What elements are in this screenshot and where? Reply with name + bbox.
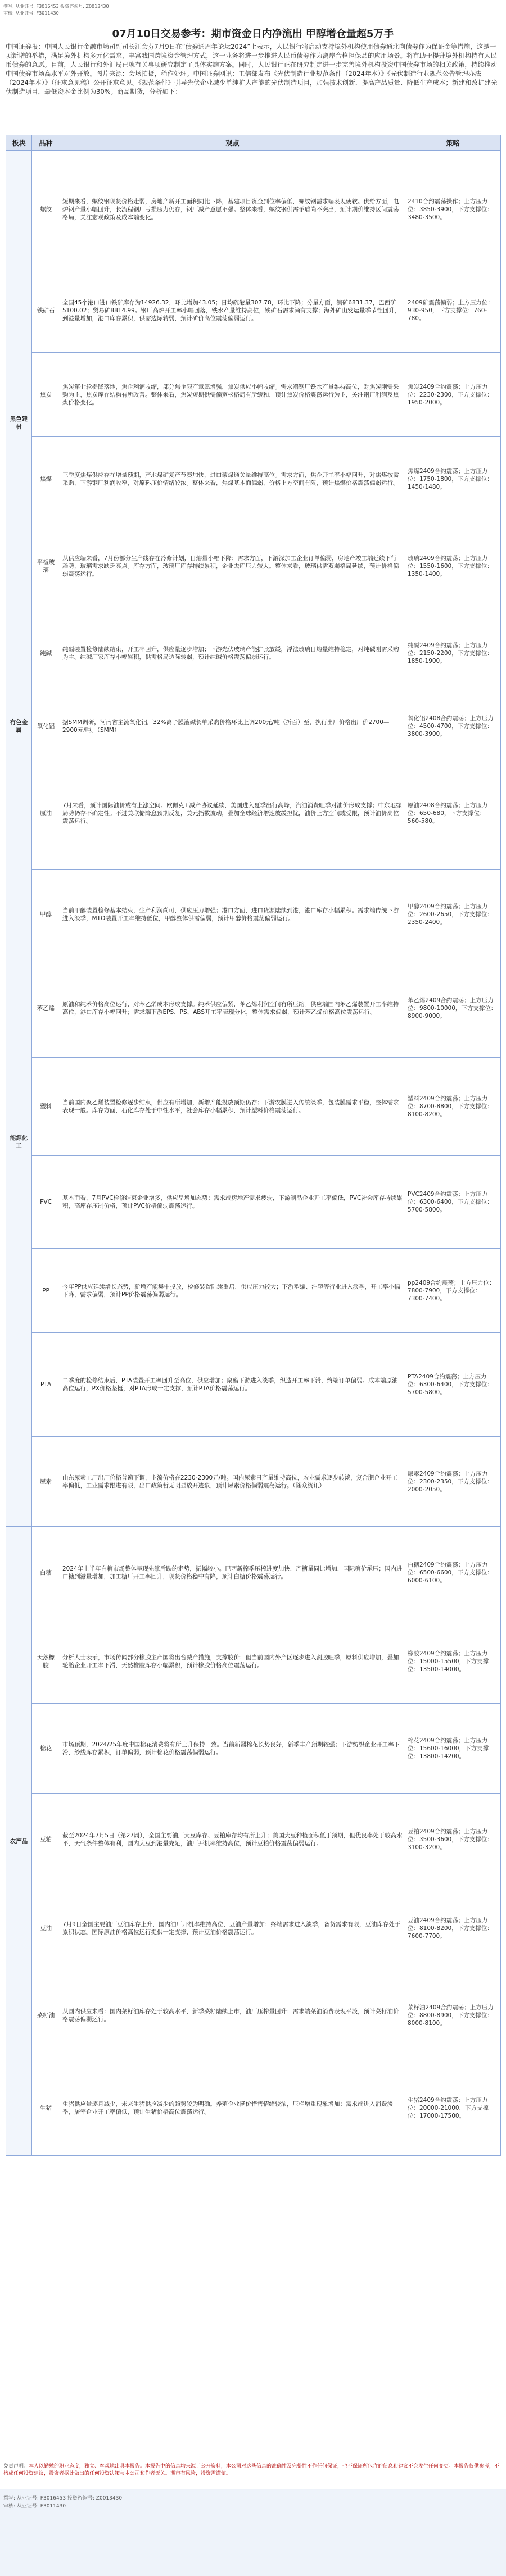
table-row	[6, 1249, 501, 1333]
strategy-cell: 原油2408合约震荡；上方压力位：650-680，下方支撑位：560-580。	[405, 757, 501, 870]
disclaimer	[3, 2463, 503, 2478]
view-cell: 据SMM调研，河南省主流氧化铝厂32%离子膜液碱长单采购价格环比上调200元/吨（折百）至，执行出厂价格出厂价2700—2900元/吨。（SMM）	[60, 695, 405, 757]
header-author: 撰写: 从业证号: F3016453 投资咨询号: Z0013430	[3, 4, 109, 9]
variety-cell: PP	[32, 1249, 60, 1333]
variety-cell: 生猪	[32, 2060, 60, 2156]
table-row	[6, 1704, 501, 1794]
variety-cell: 苯乙烯	[32, 959, 60, 1058]
variety-cell: 棉花	[32, 1704, 60, 1794]
strategy-cell: 生猪2409合约震荡；上方压力位：20000-21000，下方支撑位：17000-17500。	[405, 2060, 501, 2156]
col-variety: 品种	[32, 135, 60, 151]
strategy-cell: 甲醇2409合约震荡；上方压力位：2600-2650，下方支撑位：2350-2400。	[405, 870, 501, 959]
strategy-cell: 2409矿震荡偏弱；上方压力位：930-950，下方支撑位：760-780。	[405, 268, 501, 353]
header-reviewer: 审核: 从业证号: F3011430	[3, 11, 59, 16]
view-cell: 当前甲醇装置检修基本结束，生产利润尚可，供应压力增强；港口方面，进口货源陆续到港，港口库存小幅累积。需求端传统下游进入淡季，MTO装置开工率维持低位，甲醇整体供需偏弱，预计甲醇价格震荡偏弱运行。	[60, 870, 405, 959]
view-cell: 从供应端来看，7月份部分生产线存在冷修计划，日熔量小幅下降；需求方面，下游深加工企业订单偏弱，房地产竣工端延续下行趋势，玻璃需求缺乏亮点。库存方面，玻璃厂库存持续累积，企业去库压力较大。整体来看，玻璃供需双弱格局延续，预计价格偏弱震荡运行。	[60, 521, 405, 611]
table-row	[6, 437, 501, 521]
table-row	[6, 1794, 501, 1886]
table-row	[6, 151, 501, 268]
strategy-cell: PVC2409合约震荡；上方压力位：6300-6400，下方支撑位：5700-5800。	[405, 1156, 501, 1249]
view-cell: 从国内供应来看：国内菜籽油库存处于较高水平，新季菜籽陆续上市，油厂压榨量回升；需求端菜油消费表现平淡，预计菜籽油价格震荡偏弱运行。	[60, 1970, 405, 2060]
view-cell: 市场预期，2024/25年度中国棉花消费将有所上升保持一致。当前新疆棉花长势良好，新季丰产预期较强；下游纺织企业开工率下滑，纱线库存累积，订单偏弱，预计棉花价格震荡偏弱运行。	[60, 1704, 405, 1794]
variety-cell: 豆油	[32, 1886, 60, 1970]
variety-cell: 螺纹	[32, 151, 60, 268]
variety-cell: 白糖	[32, 1527, 60, 1619]
view-cell: 焦炭第七轮提降落地，焦企利润收缩，部分焦企限产意愿增强，焦炭供应小幅收缩。需求端钢厂铁水产量维持高位，对焦炭刚需采购为主，焦炭库存结构有所改善。整体来看，焦炭短期供需偏宽松格局有所缓和，预计焦炭价格震荡运行为主，关注钢厂利润及焦煤价格变化。	[60, 353, 405, 437]
sector-cell: 黑色建材	[6, 151, 32, 695]
variety-cell: 纯碱	[32, 611, 60, 695]
view-cell: 原油和纯苯价格高位运行，对苯乙烯成本形成支撑。纯苯供应偏紧，苯乙烯利润空间有所压缩。供应端国内苯乙烯装置开工率维持高位，港口库存小幅回升；需求端下游EPS、PS、ABS开工率表现分化，整体需求偏弱，预计苯乙烯价格高位震荡运行。	[60, 959, 405, 1058]
variety-cell: 菜籽油	[32, 1970, 60, 2060]
sector-cell: 农产品	[6, 1527, 32, 2156]
view-cell: 生猪供应量逐月减少，未来生猪供应减少的趋势较为明确。养殖企业挺价惜售情绪较浓，压栏增重现象增加；需求端进入消费淡季，屠宰企业开工率偏低，预计生猪价格高位震荡运行。	[60, 2060, 405, 2156]
page-title: 07月10日交易参考：期市资金日内净流出 甲醇增仓量超5万手	[112, 28, 394, 40]
variety-cell: 尿素	[32, 1437, 60, 1527]
reference-table	[6, 135, 501, 2156]
strategy-cell: 白糖2409合约震荡；上方压力位：6500-6600，下方支撑位：6000-6100。	[405, 1527, 501, 1619]
view-cell: 短期来看，螺纹钢现货价格走弱，房地产新开工面积同比下降，基建项目资金到位率偏低，螺纹钢需求端表现疲软。供给方面，电炉钢产量小幅回升，长流程钢厂亏损压力仍存，钢厂减产意愿不强。整体来看，螺纹钢供需矛盾尚不突出，预计期价维持区间震荡格局，关注宏观政策及成本端变化。	[60, 151, 405, 268]
view-cell: 截至2024年7月5日（第27周），全国主要油厂大豆库存、豆粕库存均有所上升；美国大豆种植面积低于预期，但优良率处于较高水平，天气条件整体有利，国内大豆到港量充足，油厂开机率维持高位，预计豆粕价格震荡偏弱运行。	[60, 1794, 405, 1886]
table-row	[6, 521, 501, 611]
table-row	[6, 1156, 501, 1249]
variety-cell: 焦炭	[32, 353, 60, 437]
view-cell: 当前国内聚乙烯装置检修逐步结束，供应有所增加，新增产能投放预期仍存；下游农膜进入传统淡季，包装膜需求平稳，整体需求表现一般。库存方面，石化库存处于中性水平，社会库存小幅累积，预计塑料价格震荡运行。	[60, 1058, 405, 1156]
view-cell: 三季度焦煤供应存在增量预期，产地煤矿复产节奏加快，进口蒙煤通关量维持高位。需求方面，焦企开工率小幅回升，对焦煤按需采购，下游钢厂利润收窄，对原料压价情绪较浓。整体来看，焦煤基本面偏弱，价格上方空间有限，预计焦煤价格震荡偏弱运行。	[60, 437, 405, 521]
table-row	[6, 268, 501, 353]
strategy-cell: PTA2409合约震荡；上方压力位：6300-6400，下方支撑位：5700-5800。	[405, 1333, 501, 1437]
table-row	[6, 1333, 501, 1437]
table-row	[6, 959, 501, 1058]
view-cell: 今年PP供应延续增长态势，新增产能集中投放，检修装置陆续重启，供应压力较大；下游塑编、注塑等行业进入淡季，开工率小幅下降，需求偏弱，预计PP价格震荡偏弱运行。	[60, 1249, 405, 1333]
col-view: 观点	[60, 135, 405, 151]
table-row	[6, 2060, 501, 2156]
sector-cell: 能源化工	[6, 757, 32, 1527]
strategy-cell: 焦炭2409合约震荡；上方压力位：2230-2300，下方支撑位：1950-2000。	[405, 353, 501, 437]
strategy-cell: 橡胶2409合约震荡；上方压力位：15000-15500，下方支撑位：13500-14000。	[405, 1619, 501, 1704]
table-row	[6, 1886, 501, 1970]
strategy-cell: 焦煤2409合约震荡；上方压力位：1750-1800，下方支撑位：1450-1480。	[405, 437, 501, 521]
footer-reviewer: 审核: 从业证号: F3011430	[3, 2504, 66, 2509]
view-cell: 7月9日全国主要油厂豆油库存上升，国内油厂开机率维持高位，豆油产量增加；终端需求进入淡季，备货需求有限，豆油库存处于累积状态。国际原油价格高位运行提供一定支撑，预计豆油价格震荡运行。	[60, 1886, 405, 1970]
col-strategy: 策略	[405, 135, 501, 151]
view-cell: 7月来看，预计国际油价或有上涨空间。欧佩克+减产协议延续，美国进入夏季出行高峰，汽油消费旺季对油价形成支撑；中东地缘局势仍存不确定性。不过美联储降息预期反复，美元指数波动，叠加全球经济增速放缓担忧，油价上方空间或受限，预计油价高位震荡运行。	[60, 757, 405, 870]
view-cell: 分析人士表示，市场传闻部分橡胶主产国将出台减产措施，支撑胶价；但当前国内外产区逐步进入割胶旺季，原料供应增加，叠加轮胎企业开工率下滑，天然橡胶库存小幅累积，预计橡胶价格高位震荡运行。	[60, 1619, 405, 1704]
strategy-cell: 豆粕2409合约震荡；上方压力位：3500-3600，下方支撑位：3100-3200。	[405, 1794, 501, 1886]
variety-cell: 甲醇	[32, 870, 60, 959]
view-cell: 2024年上半年白糖市场整体呈现先涨后跌的走势，振幅较小。巴西新榨季压榨进度加快，产糖量同比增加，国际糖价承压；国内进口糖到港量增加，加工糖厂开工率回升，现货价格稳中有降，预计白糖价格震荡运行。	[60, 1527, 405, 1619]
col-sector: 板块	[6, 135, 32, 151]
strategy-cell: 2410合约震荡操作；上方压力位：3850-3900，下方支撑位：3480-3500。	[405, 151, 501, 268]
variety-cell: 塑料	[32, 1058, 60, 1156]
table-row	[6, 1058, 501, 1156]
view-cell: 基本面看，7月PVC检修结束企业增多，供应呈增加态势；需求端房地产需求疲弱，下游制品企业开工率偏低，PVC社会库存持续累积，高库存压制价格，预计PVC价格偏弱震荡运行。	[60, 1156, 405, 1249]
footer-author: 撰写: 从业证号: F3016453 投资咨询号: Z0013430	[3, 2496, 123, 2501]
view-cell: 全国45个港口进口铁矿库存为14926.32，环比增加43.05；日均疏港量307.78，环比下降；分量方面，澳矿6831.37，巴西矿5100.02；贸易矿8814.99。钢厂高炉开工率小幅回落，铁水产量维持高位，铁矿石需求尚有支撑；海外矿山发运量季节性回升，到港量增加，港口库存累积，供需边际转弱，预计矿价高位震荡偏弱运行。	[60, 268, 405, 353]
view-cell: 山东尿素工厂出厂价格普遍下调，主流价格在2230-2300元/吨。国内尿素日产量维持高位，农业需求逐步转淡，复合肥企业开工率偏低，工业需求跟进有限，出口政策暂无明显放开迹象，预计尿素价格偏弱震荡运行。（隆众资讯）	[60, 1437, 405, 1527]
table-row	[6, 695, 501, 757]
strategy-cell: 棉花2409合约震荡；上方压力位：15600-16000，下方支撑位：13800-14200。	[405, 1704, 501, 1794]
view-cell: 纯碱装置检修陆续结束，开工率回升，供应量逐步增加；下游光伏玻璃产能扩张放缓，浮法玻璃日熔量维持稳定，对纯碱刚需采购为主。纯碱厂家库存小幅累积，供需格局边际转弱，预计纯碱价格震荡偏弱运行。	[60, 611, 405, 695]
table-row	[6, 1527, 501, 1619]
variety-cell: 焦煤	[32, 437, 60, 521]
table-row	[6, 757, 501, 870]
table-row	[6, 353, 501, 437]
table-header-row	[6, 135, 501, 151]
table-row	[6, 1619, 501, 1704]
strategy-cell: pp2409合约震荡；上方压力位：7800-7900，下方支撑位：7300-7400。	[405, 1249, 501, 1333]
strategy-cell: 豆油2409合约震荡；上方压力位：8100-8200，下方支撑位：7600-7700。	[405, 1886, 501, 1970]
variety-cell: PVC	[32, 1156, 60, 1249]
variety-cell: 原油	[32, 757, 60, 870]
variety-cell: 天然橡胶	[32, 1619, 60, 1704]
variety-cell: PTA	[32, 1333, 60, 1437]
footer-bar	[0, 2489, 506, 2576]
strategy-cell: 苯乙烯2409合约震荡；上方压力位：9800-10000，下方支撑位：8900-9000。	[405, 959, 501, 1058]
table-row	[6, 1970, 501, 2060]
table-row	[6, 611, 501, 695]
disclaimer-text: 本人以勤勉的职业态度，独立、客观地出具本报告。本报告中的信息均来源于公开资料，本公司对这些信息的准确性及完整性不作任何保证，也不保证所包含的信息和建议不会发生任何变更。本报告仅供参考，不构成任何投资建议，投资者据此做出的任何投资决策与本公司和作者无关。期市有风险，投资需谨慎。	[3, 2464, 500, 2477]
intro-text: 中国证券报：中国人民银行金融市场司副司长江会芬7月9日在“债券通周年论坛2024”上表示，人民银行将启动支持境外机构使用债券通北向债券作为保证金等措施，这是一项新增的举措，满足境外机构多元化需求，丰富我国跨境资金管理方式，这一业务将进一步推进人民币债券作为离岸合格担保品的应用场景。将有助于提升境外机构持有人民币债券的意愿。目前，人民银行和外汇局已就有关事项研究制定了具体实施方案。同时，人民银行正在研究制定进一步完善境外机构投资中国债券市场的相关政策，持续推动中国债券市场高水平对外开放。图片来源：会场拍摄，稍作处理。中国证券网讯：工信部发布《光伏制造行业规范条件（2024年本）》《光伏制造行业规范公告管理办法（2024年本）》（征求意见稿）公开征求意见。《规范条件》引导光伏企业减少单纯扩大产能的光伏制造项目，加强技术创新、提高产品质量、降低生产成本；新建和改扩建光伏制造项目，最低资本金比例为30%。商品期货，分析如下：	[6, 43, 498, 95]
disclaimer-label: 免责声明：	[3, 2464, 29, 2469]
variety-cell: 豆粕	[32, 1794, 60, 1886]
strategy-cell: 纯碱2409合约震荡；上方压力位：2150-2200，下方支撑位：1850-1900。	[405, 611, 501, 695]
table-row	[6, 870, 501, 959]
variety-cell: 平板玻璃	[32, 521, 60, 611]
strategy-cell: 玻璃2409合约震荡；上方压力位：1550-1600，下方支撑位：1350-1400。	[405, 521, 501, 611]
strategy-cell: 氧化铝2408合约震荡；上方压力位：4500-4700，下方支撑位：3800-3900。	[405, 695, 501, 757]
variety-cell: 氧化铝	[32, 695, 60, 757]
view-cell: 二季度的检修结束后，PTA装置开工率回升至高位，供应增加；聚酯下游进入淡季，织造开工率下滑，终端订单偏弱。成本端原油高位运行，PX价格坚挺，对PTA形成一定支撑，预计PTA价格震荡运行。	[60, 1333, 405, 1437]
sector-cell: 有色金属	[6, 695, 32, 757]
strategy-cell: 塑料2409合约震荡；上方压力位：8700-8800，下方支撑位：8100-8200。	[405, 1058, 501, 1156]
strategy-cell: 菜籽油2409合约震荡；上方压力位：8800-8900，下方支撑位：8000-8100。	[405, 1970, 501, 2060]
variety-cell: 铁矿石	[32, 268, 60, 353]
table-row	[6, 1437, 501, 1527]
strategy-cell: 尿素2409合约震荡；上方压力位：2300-2350，下方支撑位：2000-2050。	[405, 1437, 501, 1527]
